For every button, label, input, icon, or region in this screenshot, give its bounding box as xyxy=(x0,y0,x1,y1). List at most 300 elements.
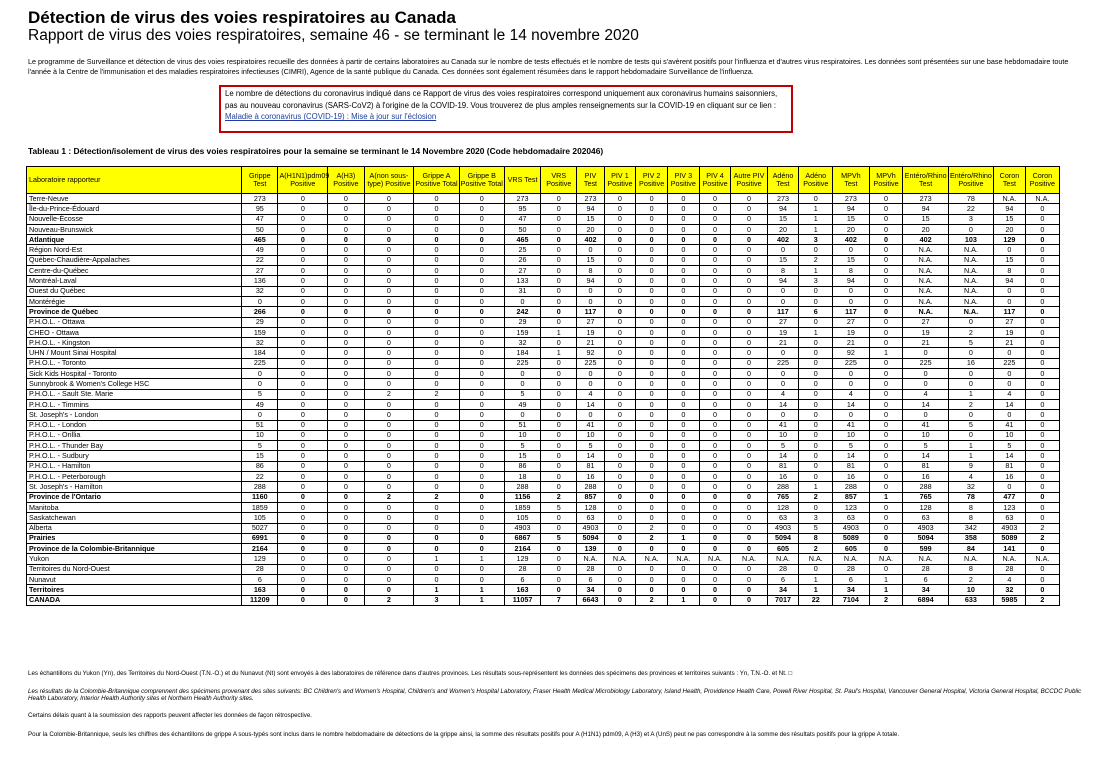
value-cell: 1 xyxy=(414,554,459,564)
value-cell: 0 xyxy=(604,533,636,543)
value-cell: 27 xyxy=(577,317,604,327)
value-cell: N.A. xyxy=(903,286,948,296)
column-header: Coron Positive xyxy=(1025,167,1059,194)
value-cell: 3 xyxy=(799,276,833,286)
value-cell: 6 xyxy=(242,574,278,584)
lab-name-cell: Territoires xyxy=(27,585,242,595)
value-cell: 0 xyxy=(636,307,668,317)
value-cell: 16 xyxy=(903,472,948,482)
value-cell: 0 xyxy=(948,348,993,358)
value-cell: 6991 xyxy=(242,533,278,543)
value-cell: 21 xyxy=(767,338,799,348)
value-cell: 0 xyxy=(364,585,414,595)
value-cell: 0 xyxy=(767,348,799,358)
value-cell: 1 xyxy=(799,204,833,214)
value-cell: 0 xyxy=(833,296,869,306)
value-cell: 0 xyxy=(869,502,903,512)
value-cell: 86 xyxy=(242,461,278,471)
value-cell: 0 xyxy=(364,204,414,214)
value-cell: 0 xyxy=(577,369,604,379)
value-cell: 0 xyxy=(699,430,731,440)
table-row xyxy=(27,317,1060,327)
value-cell: 81 xyxy=(833,461,869,471)
column-header: Grippe Test xyxy=(242,167,278,194)
value-cell: 0 xyxy=(869,307,903,317)
value-cell: 0 xyxy=(328,194,364,204)
value-cell: 0 xyxy=(833,245,869,255)
lab-name-cell: Province de Québec xyxy=(27,307,242,317)
value-cell: 50 xyxy=(504,224,540,234)
value-cell: 0 xyxy=(667,194,699,204)
value-cell: 0 xyxy=(636,348,668,358)
column-header: Laboratoire rapporteur xyxy=(27,167,242,194)
value-cell: 402 xyxy=(767,235,799,245)
value-cell: 0 xyxy=(541,214,577,224)
value-cell: 0 xyxy=(328,224,364,234)
value-cell: 0 xyxy=(459,245,504,255)
value-cell: 10 xyxy=(767,430,799,440)
value-cell: 2 xyxy=(799,492,833,502)
value-cell: 0 xyxy=(278,502,328,512)
value-cell: 0 xyxy=(869,235,903,245)
value-cell: 2164 xyxy=(242,544,278,554)
value-cell: 3 xyxy=(948,214,993,224)
value-cell: 0 xyxy=(869,389,903,399)
value-cell: 0 xyxy=(636,224,668,234)
value-cell: 0 xyxy=(869,410,903,420)
value-cell: 0 xyxy=(278,533,328,543)
column-header: Entéro/Rhino Test xyxy=(903,167,948,194)
value-cell: 0 xyxy=(731,266,767,276)
value-cell: 0 xyxy=(364,523,414,533)
value-cell: 0 xyxy=(869,358,903,368)
value-cell: 0 xyxy=(541,194,577,204)
value-cell: 0 xyxy=(541,574,577,584)
table-row xyxy=(27,554,1060,564)
value-cell: 0 xyxy=(799,358,833,368)
value-cell: 225 xyxy=(767,358,799,368)
value-cell: 5 xyxy=(799,523,833,533)
value-cell: 95 xyxy=(242,204,278,214)
value-cell: 19 xyxy=(903,327,948,337)
value-cell: 0 xyxy=(636,430,668,440)
value-cell: 0 xyxy=(414,317,459,327)
value-cell: 0 xyxy=(278,595,328,605)
lab-name-cell: P.H.O.L. - Hamilton xyxy=(27,461,242,471)
value-cell: 0 xyxy=(799,245,833,255)
value-cell: N.A. xyxy=(948,296,993,306)
value-cell: 0 xyxy=(364,502,414,512)
table-row xyxy=(27,224,1060,234)
value-cell: 0 xyxy=(604,585,636,595)
value-cell: 0 xyxy=(604,399,636,409)
value-cell: 81 xyxy=(577,461,604,471)
value-cell: 159 xyxy=(242,327,278,337)
value-cell: 1 xyxy=(541,348,577,358)
value-cell: 139 xyxy=(577,544,604,554)
lab-name-cell: St. Joseph's - London xyxy=(27,410,242,420)
value-cell: 0 xyxy=(636,296,668,306)
value-cell: 2 xyxy=(948,327,993,337)
value-cell: 0 xyxy=(541,266,577,276)
value-cell: 0 xyxy=(667,523,699,533)
value-cell: 225 xyxy=(994,358,1026,368)
value-cell: 0 xyxy=(278,472,328,482)
value-cell: 0 xyxy=(699,348,731,358)
value-cell: 0 xyxy=(731,451,767,461)
value-cell: 0 xyxy=(699,327,731,337)
value-cell: 5094 xyxy=(577,533,604,543)
value-cell: 0 xyxy=(364,482,414,492)
value-cell: 4903 xyxy=(504,523,540,533)
value-cell: 0 xyxy=(541,544,577,554)
lab-name-cell: Terre-Neuve xyxy=(27,194,242,204)
value-cell: 8 xyxy=(577,266,604,276)
value-cell: 2 xyxy=(869,595,903,605)
lab-name-cell: Québec-Chaudière-Appalaches xyxy=(27,255,242,265)
value-cell: 20 xyxy=(903,224,948,234)
value-cell: 128 xyxy=(767,502,799,512)
value-cell: 0 xyxy=(869,245,903,255)
value-cell: 84 xyxy=(948,544,993,554)
value-cell: 0 xyxy=(636,492,668,502)
value-cell: 0 xyxy=(364,358,414,368)
value-cell: 0 xyxy=(869,513,903,523)
value-cell: 0 xyxy=(1025,266,1059,276)
table-row xyxy=(27,502,1060,512)
value-cell: 18 xyxy=(504,472,540,482)
value-cell: N.A. xyxy=(994,194,1026,204)
value-cell: 0 xyxy=(767,410,799,420)
table-subtotal-row xyxy=(27,585,1060,595)
value-cell: 14 xyxy=(577,451,604,461)
value-cell: 5 xyxy=(948,338,993,348)
value-cell: 0 xyxy=(328,204,364,214)
value-cell: 10 xyxy=(994,430,1026,440)
value-cell: 0 xyxy=(636,441,668,451)
value-cell: 0 xyxy=(364,214,414,224)
value-cell: 10 xyxy=(242,430,278,440)
value-cell: 16 xyxy=(833,472,869,482)
value-cell: 0 xyxy=(328,369,364,379)
value-cell: 0 xyxy=(414,348,459,358)
value-cell: 94 xyxy=(903,204,948,214)
value-cell: 0 xyxy=(364,379,414,389)
table-header-row xyxy=(27,167,1060,194)
value-cell: 15 xyxy=(577,255,604,265)
table-subtotal-row xyxy=(27,544,1060,554)
value-cell: 0 xyxy=(414,420,459,430)
value-cell: 163 xyxy=(242,585,278,595)
value-cell: 2 xyxy=(364,492,414,502)
table-row xyxy=(27,420,1060,430)
value-cell: 5 xyxy=(948,420,993,430)
value-cell: 25 xyxy=(504,245,540,255)
lab-name-cell: Centre-du-Québec xyxy=(27,266,242,276)
value-cell: 0 xyxy=(667,410,699,420)
value-cell: 0 xyxy=(364,245,414,255)
value-cell: 0 xyxy=(541,317,577,327)
value-cell: 0 xyxy=(577,410,604,420)
value-cell: 0 xyxy=(328,255,364,265)
value-cell: 0 xyxy=(869,204,903,214)
value-cell: 1 xyxy=(459,595,504,605)
intro-paragraph: Le programme de Surveillance et détection de virus des voies respiratoires recueille des données à partir de certains laboratoires au Canada sur le nombre de tests effectués et le nombre de tests qui s'avèrent positifs pour l'influenza et d'autres virus respiratoires. Les données sont présentées sur une base hebdomadaire toute l'année à la Centre de l'immunisation et des maladies respiratoires infectieuses (CIMRI), Agence de la santé publique du Canada. Ces données sont également résumées dans le rapport hebdomadaire Surveillance de l'influenza. xyxy=(28,57,1069,76)
column-header: MPVh Positive xyxy=(869,167,903,194)
value-cell: 0 xyxy=(541,224,577,234)
value-cell: 0 xyxy=(459,194,504,204)
value-cell: 5 xyxy=(994,441,1026,451)
value-cell: 0 xyxy=(328,533,364,543)
value-cell: 225 xyxy=(903,358,948,368)
value-cell: 5 xyxy=(767,441,799,451)
value-cell: 0 xyxy=(364,399,414,409)
value-cell: 2 xyxy=(799,544,833,554)
value-cell: 0 xyxy=(278,585,328,595)
value-cell: 0 xyxy=(699,338,731,348)
value-cell: 32 xyxy=(242,338,278,348)
value-cell: 0 xyxy=(636,502,668,512)
value-cell: 0 xyxy=(604,224,636,234)
value-cell: 0 xyxy=(799,461,833,471)
value-cell: 0 xyxy=(459,533,504,543)
value-cell: 0 xyxy=(278,420,328,430)
value-cell: 2 xyxy=(948,399,993,409)
value-cell: 0 xyxy=(328,472,364,482)
lab-name-cell: P.H.O.L. - Toronto xyxy=(27,358,242,368)
value-cell: 19 xyxy=(767,327,799,337)
value-cell: 2 xyxy=(636,595,668,605)
value-cell: 1156 xyxy=(504,492,540,502)
value-cell: 0 xyxy=(328,317,364,327)
value-cell: 5 xyxy=(504,389,540,399)
value-cell: 4903 xyxy=(833,523,869,533)
value-cell: 0 xyxy=(364,286,414,296)
value-cell: 0 xyxy=(604,420,636,430)
value-cell: 10 xyxy=(577,430,604,440)
value-cell: 0 xyxy=(414,441,459,451)
value-cell: 0 xyxy=(667,214,699,224)
table-subtotal-row xyxy=(27,533,1060,543)
value-cell: 0 xyxy=(799,410,833,420)
value-cell: 0 xyxy=(459,266,504,276)
value-cell: 0 xyxy=(667,420,699,430)
value-cell: 0 xyxy=(328,307,364,317)
value-cell: 0 xyxy=(699,472,731,482)
value-cell: 1 xyxy=(869,574,903,584)
value-cell: 0 xyxy=(328,461,364,471)
value-cell: 0 xyxy=(364,266,414,276)
value-cell: 0 xyxy=(869,544,903,554)
value-cell: 0 xyxy=(767,369,799,379)
value-cell: 8 xyxy=(948,513,993,523)
value-cell: N.A. xyxy=(667,554,699,564)
value-cell: 0 xyxy=(731,348,767,358)
value-cell: 0 xyxy=(994,296,1026,306)
value-cell: 1 xyxy=(799,214,833,224)
value-cell: 22 xyxy=(948,204,993,214)
value-cell: 0 xyxy=(459,369,504,379)
lab-name-cell: Province de la Colombie-Britannique xyxy=(27,544,242,554)
value-cell: 3 xyxy=(799,235,833,245)
value-cell: N.A. xyxy=(833,554,869,564)
value-cell: 0 xyxy=(459,441,504,451)
value-cell: 0 xyxy=(731,482,767,492)
value-cell: 49 xyxy=(504,399,540,409)
value-cell: 27 xyxy=(903,317,948,327)
value-cell: 0 xyxy=(278,482,328,492)
value-cell: 27 xyxy=(767,317,799,327)
value-cell: 0 xyxy=(869,327,903,337)
value-cell: 0 xyxy=(636,266,668,276)
value-cell: 94 xyxy=(994,276,1026,286)
value-cell: 5 xyxy=(541,502,577,512)
value-cell: 117 xyxy=(994,307,1026,317)
value-cell: 0 xyxy=(541,296,577,306)
value-cell: 11209 xyxy=(242,595,278,605)
value-cell: 0 xyxy=(869,286,903,296)
value-cell: 6643 xyxy=(577,595,604,605)
value-cell: 0 xyxy=(833,379,869,389)
value-cell: 27 xyxy=(242,266,278,276)
value-cell: 0 xyxy=(869,441,903,451)
value-cell: N.A. xyxy=(903,554,948,564)
value-cell: 27 xyxy=(833,317,869,327)
value-cell: 5089 xyxy=(994,533,1026,543)
value-cell: 0 xyxy=(636,389,668,399)
value-cell: 15 xyxy=(242,451,278,461)
value-cell: 0 xyxy=(364,338,414,348)
value-cell: 117 xyxy=(577,307,604,317)
value-cell: 8 xyxy=(799,533,833,543)
value-cell: 0 xyxy=(414,358,459,368)
table-row xyxy=(27,327,1060,337)
value-cell: 0 xyxy=(541,307,577,317)
value-cell: 0 xyxy=(699,389,731,399)
value-cell: 0 xyxy=(541,255,577,265)
table-row xyxy=(27,441,1060,451)
value-cell: 0 xyxy=(364,235,414,245)
column-header: PIV 1 Positive xyxy=(604,167,636,194)
value-cell: 0 xyxy=(459,286,504,296)
value-cell: 0 xyxy=(667,307,699,317)
table-row xyxy=(27,245,1060,255)
value-cell: 0 xyxy=(242,369,278,379)
value-cell: 0 xyxy=(1025,492,1059,502)
value-cell: 0 xyxy=(278,544,328,554)
value-cell: 225 xyxy=(242,358,278,368)
value-cell: 0 xyxy=(699,204,731,214)
value-cell: 0 xyxy=(278,245,328,255)
value-cell: 0 xyxy=(731,317,767,327)
value-cell: 0 xyxy=(994,348,1026,358)
table-subtotal-row xyxy=(27,307,1060,317)
lab-name-cell: Manitoba xyxy=(27,502,242,512)
value-cell: 0 xyxy=(414,235,459,245)
value-cell: 133 xyxy=(504,276,540,286)
table-row xyxy=(27,296,1060,306)
value-cell: 0 xyxy=(364,194,414,204)
value-cell: 0 xyxy=(278,194,328,204)
value-cell: 0 xyxy=(541,245,577,255)
value-cell: 0 xyxy=(604,523,636,533)
value-cell: 765 xyxy=(767,492,799,502)
value-cell: 0 xyxy=(1025,286,1059,296)
value-cell: 0 xyxy=(604,327,636,337)
lab-name-cell: Région Nord-Est xyxy=(27,245,242,255)
value-cell: 2 xyxy=(636,533,668,543)
covid-update-link[interactable]: Maladie à coronavirus (COVID-19) : Mise à jour sur l'éclosion xyxy=(225,112,437,122)
value-cell: 0 xyxy=(278,461,328,471)
value-cell: N.A. xyxy=(948,245,993,255)
value-cell: 465 xyxy=(242,235,278,245)
value-cell: 4903 xyxy=(903,523,948,533)
table-row xyxy=(27,461,1060,471)
value-cell: 0 xyxy=(278,513,328,523)
value-cell: N.A. xyxy=(1025,554,1059,564)
lab-name-cell: Ouest du Québec xyxy=(27,286,242,296)
value-cell: 1 xyxy=(948,441,993,451)
value-cell: 63 xyxy=(994,513,1026,523)
value-cell: 0 xyxy=(328,338,364,348)
value-cell: 0 xyxy=(328,482,364,492)
value-cell: 0 xyxy=(636,544,668,554)
value-cell: 0 xyxy=(667,492,699,502)
value-cell: 34 xyxy=(767,585,799,595)
value-cell: 0 xyxy=(1025,327,1059,337)
value-cell: 0 xyxy=(667,255,699,265)
value-cell: 0 xyxy=(767,245,799,255)
value-cell: 0 xyxy=(699,482,731,492)
value-cell: 0 xyxy=(414,461,459,471)
value-cell: 78 xyxy=(948,194,993,204)
value-cell: 0 xyxy=(278,286,328,296)
value-cell: 51 xyxy=(504,420,540,430)
value-cell: 141 xyxy=(994,544,1026,554)
value-cell: 0 xyxy=(948,379,993,389)
value-cell: 0 xyxy=(699,502,731,512)
value-cell: 0 xyxy=(414,379,459,389)
value-cell: 0 xyxy=(869,472,903,482)
table-row xyxy=(27,255,1060,265)
value-cell: 225 xyxy=(504,358,540,368)
value-cell: 2 xyxy=(799,255,833,265)
value-cell: 0 xyxy=(699,317,731,327)
value-cell: 14 xyxy=(994,399,1026,409)
value-cell: 49 xyxy=(242,245,278,255)
value-cell: 0 xyxy=(504,369,540,379)
value-cell: 0 xyxy=(699,410,731,420)
value-cell: 0 xyxy=(459,399,504,409)
value-cell: 28 xyxy=(767,564,799,574)
value-cell: 0 xyxy=(604,461,636,471)
table-row xyxy=(27,389,1060,399)
value-cell: 10 xyxy=(833,430,869,440)
value-cell: 0 xyxy=(541,554,577,564)
value-cell: 0 xyxy=(636,461,668,471)
value-cell: 32 xyxy=(504,338,540,348)
value-cell: 0 xyxy=(414,245,459,255)
value-cell: 5027 xyxy=(242,523,278,533)
value-cell: 0 xyxy=(459,255,504,265)
value-cell: 342 xyxy=(948,523,993,533)
value-cell: 0 xyxy=(667,430,699,440)
value-cell: 0 xyxy=(459,348,504,358)
value-cell: 358 xyxy=(948,533,993,543)
value-cell: 4 xyxy=(903,389,948,399)
value-cell: 5089 xyxy=(833,533,869,543)
value-cell: 0 xyxy=(667,235,699,245)
